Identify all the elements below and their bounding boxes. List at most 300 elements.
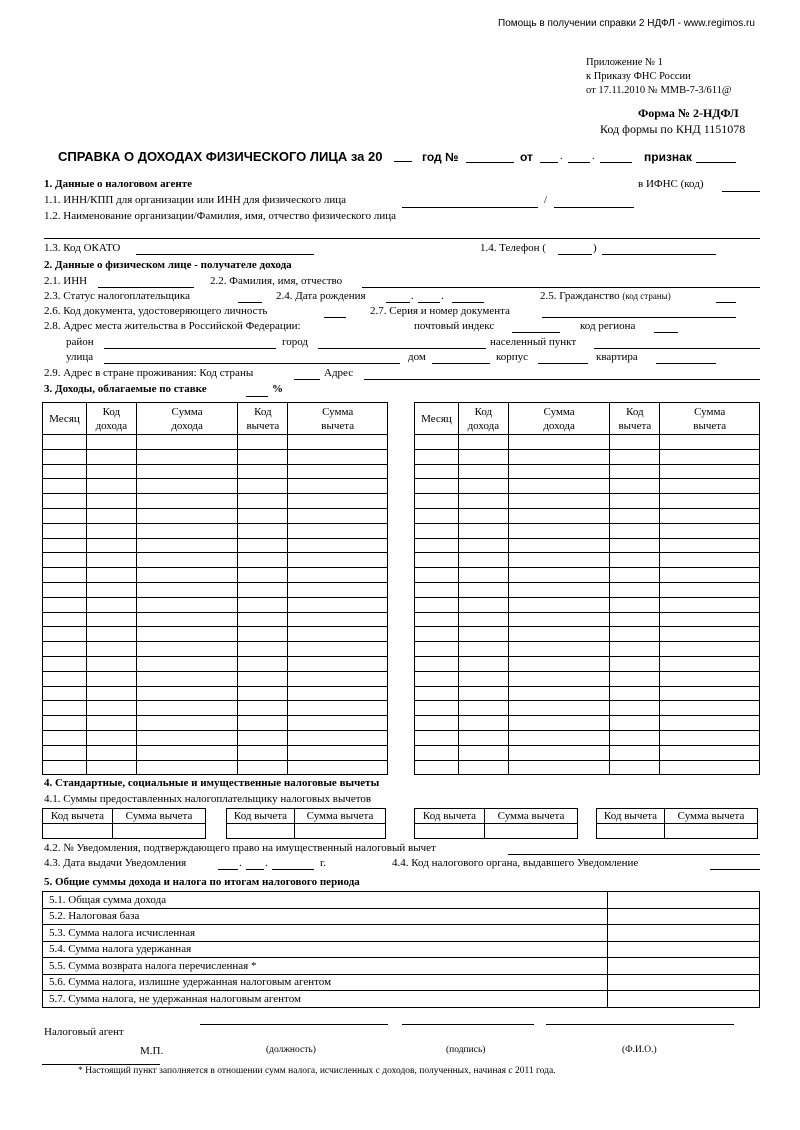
- income-cell[interactable]: [238, 745, 288, 760]
- income-cell[interactable]: [660, 642, 760, 657]
- income-cell[interactable]: [508, 538, 610, 553]
- income-cell[interactable]: [136, 538, 238, 553]
- income-cell[interactable]: [415, 716, 459, 731]
- income-cell[interactable]: [86, 597, 136, 612]
- year-field[interactable]: [394, 161, 412, 162]
- income-cell[interactable]: [238, 642, 288, 657]
- income-cell[interactable]: [458, 494, 508, 509]
- income-cell[interactable]: [238, 494, 288, 509]
- income-cell[interactable]: [43, 464, 87, 479]
- income-cell[interactable]: [43, 612, 87, 627]
- kpp-field[interactable]: [554, 207, 634, 208]
- total-value[interactable]: [608, 958, 760, 975]
- date-month-field[interactable]: [568, 162, 590, 163]
- birth-day-field[interactable]: [386, 302, 410, 303]
- income-cell[interactable]: [238, 582, 288, 597]
- income-cell[interactable]: [508, 435, 610, 450]
- settlement-field[interactable]: [594, 348, 760, 349]
- income-cell[interactable]: [288, 538, 388, 553]
- income-cell[interactable]: [660, 716, 760, 731]
- foreign-address-field[interactable]: [364, 379, 760, 380]
- income-cell[interactable]: [238, 671, 288, 686]
- income-cell[interactable]: [660, 745, 760, 760]
- country-code-field[interactable]: [294, 379, 320, 380]
- fio-field[interactable]: [362, 287, 760, 288]
- income-cell[interactable]: [86, 627, 136, 642]
- citizenship-field[interactable]: [716, 302, 736, 303]
- income-cell[interactable]: [136, 464, 238, 479]
- ded-sum-cell[interactable]: [113, 824, 206, 839]
- income-cell[interactable]: [610, 730, 660, 745]
- total-value[interactable]: [608, 908, 760, 925]
- fio-sign-field[interactable]: [546, 1024, 734, 1025]
- phone-field[interactable]: [602, 254, 716, 255]
- notice-month-field[interactable]: [246, 869, 264, 870]
- income-cell[interactable]: [288, 568, 388, 583]
- income-cell[interactable]: [86, 494, 136, 509]
- income-cell[interactable]: [508, 642, 610, 657]
- income-cell[interactable]: [610, 582, 660, 597]
- income-cell[interactable]: [136, 479, 238, 494]
- income-cell[interactable]: [458, 464, 508, 479]
- income-cell[interactable]: [288, 597, 388, 612]
- income-cell[interactable]: [136, 656, 238, 671]
- income-cell[interactable]: [86, 464, 136, 479]
- section5-heading: 5. Общие суммы дохода и налога по итогам налогового периода: [44, 876, 360, 888]
- income-cell[interactable]: [458, 730, 508, 745]
- income-cell[interactable]: [458, 745, 508, 760]
- income-cell[interactable]: [86, 538, 136, 553]
- income-cell[interactable]: [43, 627, 87, 642]
- income-cell[interactable]: [508, 464, 610, 479]
- income-cell[interactable]: [610, 686, 660, 701]
- ded-code-cell[interactable]: [597, 824, 665, 839]
- income-cell[interactable]: [508, 568, 610, 583]
- income-cell[interactable]: [458, 553, 508, 568]
- income-cell[interactable]: [136, 716, 238, 731]
- income-cell[interactable]: [136, 627, 238, 642]
- income-cell[interactable]: [86, 508, 136, 523]
- total-value[interactable]: [608, 925, 760, 942]
- income-cell[interactable]: [136, 597, 238, 612]
- notice-number-field[interactable]: [508, 854, 760, 855]
- income-cell[interactable]: [508, 716, 610, 731]
- income-cell[interactable]: [136, 642, 238, 657]
- income-cell[interactable]: [660, 612, 760, 627]
- total-value[interactable]: [608, 941, 760, 958]
- income-cell[interactable]: [238, 612, 288, 627]
- building-field[interactable]: [538, 363, 588, 364]
- income-cell[interactable]: [288, 435, 388, 450]
- notice-day-field[interactable]: [218, 869, 238, 870]
- income-cell[interactable]: [136, 760, 238, 775]
- income-cell[interactable]: [288, 745, 388, 760]
- income-cell[interactable]: [458, 582, 508, 597]
- ded-code-cell[interactable]: [227, 824, 295, 839]
- income-cell[interactable]: [415, 686, 459, 701]
- income-cell[interactable]: [43, 745, 87, 760]
- income-cell[interactable]: [415, 730, 459, 745]
- income-cell[interactable]: [86, 760, 136, 775]
- income-cell[interactable]: [86, 716, 136, 731]
- income-cell[interactable]: [610, 671, 660, 686]
- date-day-field[interactable]: [540, 162, 558, 163]
- income-cell[interactable]: [458, 686, 508, 701]
- income-cell[interactable]: [415, 494, 459, 509]
- total-value[interactable]: [608, 991, 760, 1008]
- income-cell[interactable]: [238, 538, 288, 553]
- citizenship-note: (код страны): [622, 291, 671, 301]
- income-cell[interactable]: [288, 642, 388, 657]
- income-cell[interactable]: [610, 494, 660, 509]
- income-cell[interactable]: [86, 479, 136, 494]
- income-cell[interactable]: [610, 716, 660, 731]
- income-cell[interactable]: [86, 435, 136, 450]
- col-income-sum-l1: Сумма: [543, 405, 575, 418]
- ded-code-cell[interactable]: [43, 824, 113, 839]
- income-cell[interactable]: [43, 435, 87, 450]
- appendix-line: Приложение № 1: [586, 57, 663, 68]
- income-cell[interactable]: [136, 568, 238, 583]
- income-cell[interactable]: [86, 745, 136, 760]
- doc-number-field[interactable]: [542, 317, 736, 318]
- income-cell[interactable]: [238, 760, 288, 775]
- income-cell[interactable]: [610, 479, 660, 494]
- income-cell[interactable]: [136, 494, 238, 509]
- income-cell[interactable]: [43, 582, 87, 597]
- income-cell[interactable]: [136, 553, 238, 568]
- income-cell[interactable]: [458, 508, 508, 523]
- income-cell[interactable]: [660, 671, 760, 686]
- income-cell[interactable]: [415, 760, 459, 775]
- birth-year-field[interactable]: [452, 302, 484, 303]
- ifns-field[interactable]: [722, 191, 760, 192]
- income-cell[interactable]: [238, 523, 288, 538]
- income-cell[interactable]: [238, 716, 288, 731]
- income-cell[interactable]: [508, 760, 610, 775]
- date-year-field[interactable]: [600, 162, 632, 163]
- income-cell[interactable]: [660, 686, 760, 701]
- income-cell[interactable]: [136, 671, 238, 686]
- income-cell[interactable]: [610, 656, 660, 671]
- income-cell[interactable]: [238, 464, 288, 479]
- income-cell[interactable]: [508, 479, 610, 494]
- income-cell[interactable]: [508, 701, 610, 716]
- income-cell[interactable]: [610, 701, 660, 716]
- ifns-label: в ИФНС (код): [638, 178, 704, 190]
- income-cell[interactable]: [43, 716, 87, 731]
- income-cell[interactable]: [415, 642, 459, 657]
- income-cell[interactable]: [136, 508, 238, 523]
- income-cell[interactable]: [415, 612, 459, 627]
- income-cell[interactable]: [43, 686, 87, 701]
- income-cell[interactable]: [43, 730, 87, 745]
- income-cell[interactable]: [288, 760, 388, 775]
- income-cell[interactable]: [86, 730, 136, 745]
- income-cell[interactable]: [288, 479, 388, 494]
- income-cell[interactable]: [415, 553, 459, 568]
- income-cell[interactable]: [415, 582, 459, 597]
- position-field[interactable]: [200, 1024, 388, 1025]
- income-cell[interactable]: [660, 494, 760, 509]
- table-row: [43, 612, 388, 627]
- inn2-field[interactable]: [98, 287, 194, 288]
- income-cell[interactable]: [136, 686, 238, 701]
- income-cell[interactable]: [288, 464, 388, 479]
- income-cell[interactable]: [415, 671, 459, 686]
- income-cell[interactable]: [458, 538, 508, 553]
- income-cell[interactable]: [43, 597, 87, 612]
- table-row: [415, 479, 760, 494]
- income-cell[interactable]: [238, 656, 288, 671]
- income-cell[interactable]: [660, 464, 760, 479]
- income-cell[interactable]: [660, 523, 760, 538]
- income-cell[interactable]: [508, 597, 610, 612]
- income-cell[interactable]: [508, 745, 610, 760]
- house-field[interactable]: [432, 363, 490, 364]
- income-cell[interactable]: [610, 760, 660, 775]
- income-cell[interactable]: [660, 538, 760, 553]
- income-cell[interactable]: [288, 701, 388, 716]
- income-cell[interactable]: [660, 701, 760, 716]
- income-cell[interactable]: [508, 671, 610, 686]
- income-cell[interactable]: [43, 494, 87, 509]
- income-cell[interactable]: [288, 508, 388, 523]
- income-cell[interactable]: [288, 656, 388, 671]
- income-cell[interactable]: [415, 745, 459, 760]
- income-cell[interactable]: [458, 656, 508, 671]
- number-field[interactable]: [466, 162, 514, 163]
- income-cell[interactable]: [610, 568, 660, 583]
- income-cell[interactable]: [508, 523, 610, 538]
- income-cell[interactable]: [288, 627, 388, 642]
- income-cell[interactable]: [458, 479, 508, 494]
- col-deduction-code-l1: Код: [254, 405, 272, 418]
- income-cell[interactable]: [86, 701, 136, 716]
- income-cell[interactable]: [288, 582, 388, 597]
- income-cell[interactable]: [660, 479, 760, 494]
- income-cell[interactable]: [288, 612, 388, 627]
- income-cell[interactable]: [136, 701, 238, 716]
- income-cell[interactable]: [415, 627, 459, 642]
- income-cell[interactable]: [458, 435, 508, 450]
- income-cell[interactable]: [610, 508, 660, 523]
- income-cell[interactable]: [86, 523, 136, 538]
- income-cell[interactable]: [610, 612, 660, 627]
- birth-month-field[interactable]: [418, 302, 440, 303]
- income-cell[interactable]: [508, 612, 610, 627]
- ded-sum-cell[interactable]: [295, 824, 386, 839]
- income-cell[interactable]: [86, 686, 136, 701]
- postal-field[interactable]: [512, 332, 560, 333]
- doc-code-field[interactable]: [324, 317, 346, 318]
- income-cell[interactable]: [43, 656, 87, 671]
- okato-field[interactable]: [136, 254, 314, 255]
- income-cell[interactable]: [660, 435, 760, 450]
- table-row: [43, 538, 388, 553]
- income-cell[interactable]: [238, 508, 288, 523]
- income-cell[interactable]: [288, 716, 388, 731]
- income-cell[interactable]: [86, 642, 136, 657]
- income-cell[interactable]: [43, 449, 87, 464]
- income-cell[interactable]: [238, 435, 288, 450]
- street-field[interactable]: [104, 363, 400, 364]
- income-cell[interactable]: [238, 553, 288, 568]
- income-cell[interactable]: [136, 582, 238, 597]
- income-cell[interactable]: [508, 553, 610, 568]
- income-cell[interactable]: [43, 479, 87, 494]
- income-cell[interactable]: [288, 730, 388, 745]
- income-cell[interactable]: [458, 597, 508, 612]
- section3-heading: 3. Доходы, облагаемые по ставке: [44, 383, 207, 395]
- income-cell[interactable]: [508, 508, 610, 523]
- income-cell[interactable]: [458, 627, 508, 642]
- total-value[interactable]: [608, 892, 760, 909]
- income-cell[interactable]: [415, 435, 459, 450]
- income-cell[interactable]: [238, 568, 288, 583]
- income-cell[interactable]: [415, 464, 459, 479]
- income-cell[interactable]: [508, 627, 610, 642]
- income-cell[interactable]: [508, 686, 610, 701]
- income-cell[interactable]: [610, 523, 660, 538]
- status-field[interactable]: [238, 302, 262, 303]
- income-cell[interactable]: [415, 701, 459, 716]
- income-cell[interactable]: [458, 568, 508, 583]
- income-cell[interactable]: [508, 656, 610, 671]
- rate-field[interactable]: [246, 396, 268, 397]
- flat-field[interactable]: [656, 363, 716, 364]
- income-cell[interactable]: [610, 553, 660, 568]
- income-cell[interactable]: [458, 523, 508, 538]
- org-name-field[interactable]: [44, 238, 760, 239]
- income-cell[interactable]: [86, 671, 136, 686]
- income-cell[interactable]: [458, 642, 508, 657]
- notice-year-field[interactable]: [272, 869, 314, 870]
- income-cell[interactable]: [136, 449, 238, 464]
- income-cell[interactable]: [136, 730, 238, 745]
- income-cell[interactable]: [610, 538, 660, 553]
- income-cell[interactable]: [43, 642, 87, 657]
- income-cell[interactable]: [610, 449, 660, 464]
- income-cell[interactable]: [43, 671, 87, 686]
- income-cell[interactable]: [288, 494, 388, 509]
- inn-field[interactable]: [402, 207, 538, 208]
- income-cell[interactable]: [458, 449, 508, 464]
- income-cell[interactable]: [288, 449, 388, 464]
- income-cell[interactable]: [508, 582, 610, 597]
- total-value[interactable]: [608, 974, 760, 991]
- ded-sum-cell[interactable]: [485, 824, 578, 839]
- income-cell[interactable]: [288, 686, 388, 701]
- position-caption: (должность): [266, 1045, 316, 1055]
- income-cell[interactable]: [610, 642, 660, 657]
- income-cell[interactable]: [288, 523, 388, 538]
- income-cell[interactable]: [660, 568, 760, 583]
- income-cell[interactable]: [238, 627, 288, 642]
- region-field[interactable]: [654, 332, 678, 333]
- income-cell[interactable]: [415, 538, 459, 553]
- income-cell[interactable]: [610, 435, 660, 450]
- birth-label: 2.4. Дата рождения: [276, 290, 366, 302]
- income-cell[interactable]: [415, 449, 459, 464]
- income-cell[interactable]: [238, 597, 288, 612]
- income-cell[interactable]: [458, 760, 508, 775]
- income-cell[interactable]: [43, 568, 87, 583]
- income-cell[interactable]: [43, 523, 87, 538]
- income-cell[interactable]: [508, 449, 610, 464]
- income-cell[interactable]: [660, 760, 760, 775]
- ded-sum-cell[interactable]: [665, 824, 758, 839]
- income-cell[interactable]: [458, 716, 508, 731]
- city-label: город: [282, 336, 309, 348]
- income-cell[interactable]: [43, 553, 87, 568]
- income-cell[interactable]: [43, 508, 87, 523]
- city-field[interactable]: [318, 348, 486, 349]
- income-cell[interactable]: [136, 612, 238, 627]
- income-cell[interactable]: [43, 701, 87, 716]
- income-cell[interactable]: [508, 494, 610, 509]
- income-cell[interactable]: [610, 464, 660, 479]
- income-cell[interactable]: [238, 479, 288, 494]
- income-cell[interactable]: [415, 597, 459, 612]
- income-cell[interactable]: [508, 730, 610, 745]
- income-cell[interactable]: [288, 671, 388, 686]
- income-cell[interactable]: [86, 568, 136, 583]
- income-cell[interactable]: [86, 582, 136, 597]
- income-cell[interactable]: [136, 745, 238, 760]
- income-cell[interactable]: [43, 538, 87, 553]
- income-cell[interactable]: [660, 597, 760, 612]
- income-cell[interactable]: [610, 627, 660, 642]
- income-cell[interactable]: [415, 568, 459, 583]
- income-cell[interactable]: [136, 435, 238, 450]
- income-cell[interactable]: [136, 523, 238, 538]
- income-cell[interactable]: [415, 508, 459, 523]
- income-cell[interactable]: [610, 597, 660, 612]
- income-cell[interactable]: [238, 686, 288, 701]
- income-cell[interactable]: [288, 553, 388, 568]
- income-cell[interactable]: [610, 745, 660, 760]
- income-cell[interactable]: [458, 701, 508, 716]
- income-cell[interactable]: [86, 553, 136, 568]
- income-cell[interactable]: [238, 701, 288, 716]
- ded-code-cell[interactable]: [415, 824, 485, 839]
- phone-code-field[interactable]: [558, 254, 592, 255]
- income-cell[interactable]: [415, 479, 459, 494]
- district-field[interactable]: [104, 348, 276, 349]
- sign-field[interactable]: [696, 162, 736, 163]
- income-cell[interactable]: [238, 449, 288, 464]
- income-cell[interactable]: [660, 656, 760, 671]
- income-cell[interactable]: [86, 656, 136, 671]
- signature-field[interactable]: [402, 1024, 534, 1025]
- income-cell[interactable]: [660, 582, 760, 597]
- income-cell[interactable]: [415, 656, 459, 671]
- income-cell[interactable]: [660, 553, 760, 568]
- income-cell[interactable]: [415, 523, 459, 538]
- authority-code-field[interactable]: [710, 869, 760, 870]
- income-cell[interactable]: [86, 612, 136, 627]
- income-cell[interactable]: [660, 627, 760, 642]
- income-cell[interactable]: [660, 449, 760, 464]
- income-cell[interactable]: [238, 730, 288, 745]
- income-cell[interactable]: [86, 449, 136, 464]
- income-cell[interactable]: [43, 760, 87, 775]
- income-cell[interactable]: [660, 508, 760, 523]
- income-cell[interactable]: [458, 671, 508, 686]
- income-cell[interactable]: [458, 612, 508, 627]
- income-cell[interactable]: [660, 730, 760, 745]
